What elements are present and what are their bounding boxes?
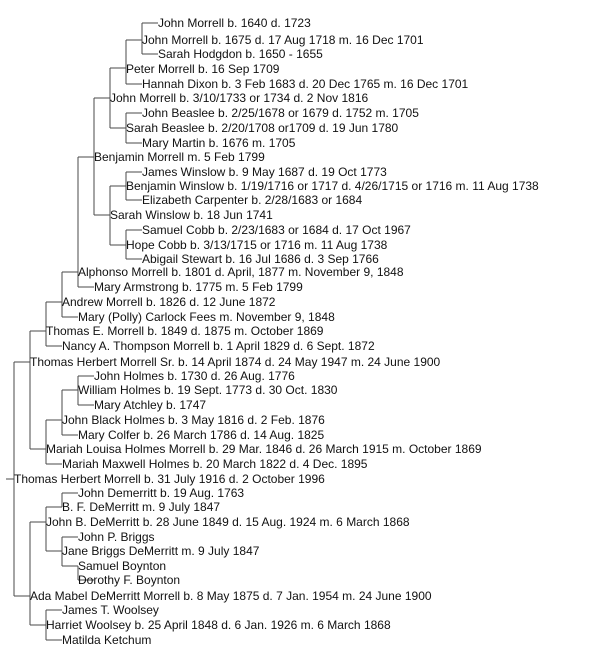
person-label: John Demerritt b. 19 Aug. 1763: [78, 486, 245, 500]
person-label: Peter Morrell b. 16 Sep 1709: [126, 62, 280, 76]
person-label: Andrew Morrell b. 1826 d. 12 June 1872: [62, 295, 276, 309]
person-label: Mariah Maxwell Holmes b. 20 March 1822 d. 4 Dec. 1895: [62, 457, 368, 471]
person-label: John Morrell b. 3/10/1733 or 1734 d. 2 Nov 1816: [110, 91, 369, 105]
person-label: Jane Briggs DeMerritt m. 9 July 1847: [62, 544, 260, 558]
person-label: Sarah Winslow b. 18 Jun 1741: [110, 208, 273, 222]
person-label: Abigail Stewart b. 16 Jul 1686 d. 3 Sep 1766: [142, 252, 379, 266]
person-label: John B. DeMerritt b. 28 June 1849 d. 15 Aug. 1924 m. 6 March 1868: [46, 515, 410, 529]
person-label: Elizabeth Carpenter b. 2/28/1683 or 1684: [142, 193, 363, 207]
person-labels: [14, 16, 539, 647]
person-label: Matilda Ketchum: [62, 633, 152, 647]
person-label: B. F. DeMerritt m. 9 July 1847: [62, 500, 221, 514]
person-label: Sarah Beaslee b. 2/20/1708 or1709 d. 19 Jun 1780: [126, 121, 399, 135]
person-label: James T. Woolsey: [62, 603, 159, 617]
person-label: Mary Atchley b. 1747: [94, 398, 207, 412]
person-label: Thomas E. Morrell b. 1849 d. 1875 m. October 1869: [46, 324, 324, 338]
person-label: John P. Briggs: [78, 530, 155, 544]
person-label: Harriet Woolsey b. 25 April 1848 d. 6 Jan. 1926 m. 6 March 1868: [46, 618, 391, 632]
person-label: James Winslow b. 9 May 1687 d. 19 Oct 1773: [142, 165, 387, 179]
person-label: Thomas Herbert Morrell b. 31 July 1916 d. 2 October 1996: [14, 472, 325, 486]
person-label: William Holmes b. 19 Sept. 1773 d. 30 Oct. 1830: [78, 383, 338, 397]
person-label: Mary Colfer b. 26 March 1786 d. 14 Aug. 1825: [78, 428, 325, 442]
person-label: John Morrell b. 1640 d. 1723: [158, 16, 311, 30]
person-label: Samuel Boynton: [78, 559, 167, 573]
person-label: Mary Martin b. 1676 m. 1705: [142, 136, 296, 150]
person-label: Mary (Polly) Carlock Fees m. November 9, 1848: [78, 310, 335, 324]
person-label: Mariah Louisa Holmes Morrell b. 29 Mar. 1846 d. 26 March 1915 m. October 1869: [46, 442, 482, 456]
person-label: Hope Cobb b. 3/13/1715 or 1716 m. 11 Aug 1738: [126, 238, 388, 252]
person-label: Sarah Hodgdon b. 1650 - 1655: [158, 47, 323, 61]
person-label: Alphonso Morrell b. 1801 d. April, 1877 m. November 9, 1848: [78, 265, 404, 279]
person-label: Hannah Dixon b. 3 Feb 1683 d. 20 Dec 1765 m. 16 Dec 1701: [142, 77, 469, 91]
person-label: Samuel Cobb b. 2/23/1683 or 1684 d. 17 Oct 1967: [142, 223, 411, 237]
person-label: John Holmes b. 1730 d. 26 Aug. 1776: [94, 369, 295, 383]
person-label: John Black Holmes b. 3 May 1816 d. 2 Feb. 1876: [62, 413, 325, 427]
person-label: Dorothy F. Boynton: [78, 573, 181, 587]
person-label: Benjamin Winslow b. 1/19/1716 or 1717 d. 4/26/1715 or 1716 m. 11 Aug 1738: [126, 179, 539, 193]
person-label: Nancy A. Thompson Morrell b. 1 April 1829 d. 6 Sept. 1872: [62, 339, 375, 353]
person-label: John Morrell b. 1675 d. 17 Aug 1718 m. 16 Dec 1701: [142, 33, 424, 47]
person-label: Ada Mabel DeMerritt Morrell b. 8 May 1875 d. 7 Jan. 1954 m. 24 June 1900: [30, 589, 432, 603]
person-label: John Beaslee b. 2/25/1678 or 1679 d. 1752 m. 1705: [142, 106, 419, 120]
person-label: Benjamin Morrell m. 5 Feb 1799: [94, 150, 265, 164]
person-label: Mary Armstrong b. 1775 m. 5 Feb 1799: [94, 280, 303, 294]
person-label: Thomas Herbert Morrell Sr. b. 14 April 1874 d. 24 May 1947 m. 24 June 1900: [30, 355, 441, 369]
